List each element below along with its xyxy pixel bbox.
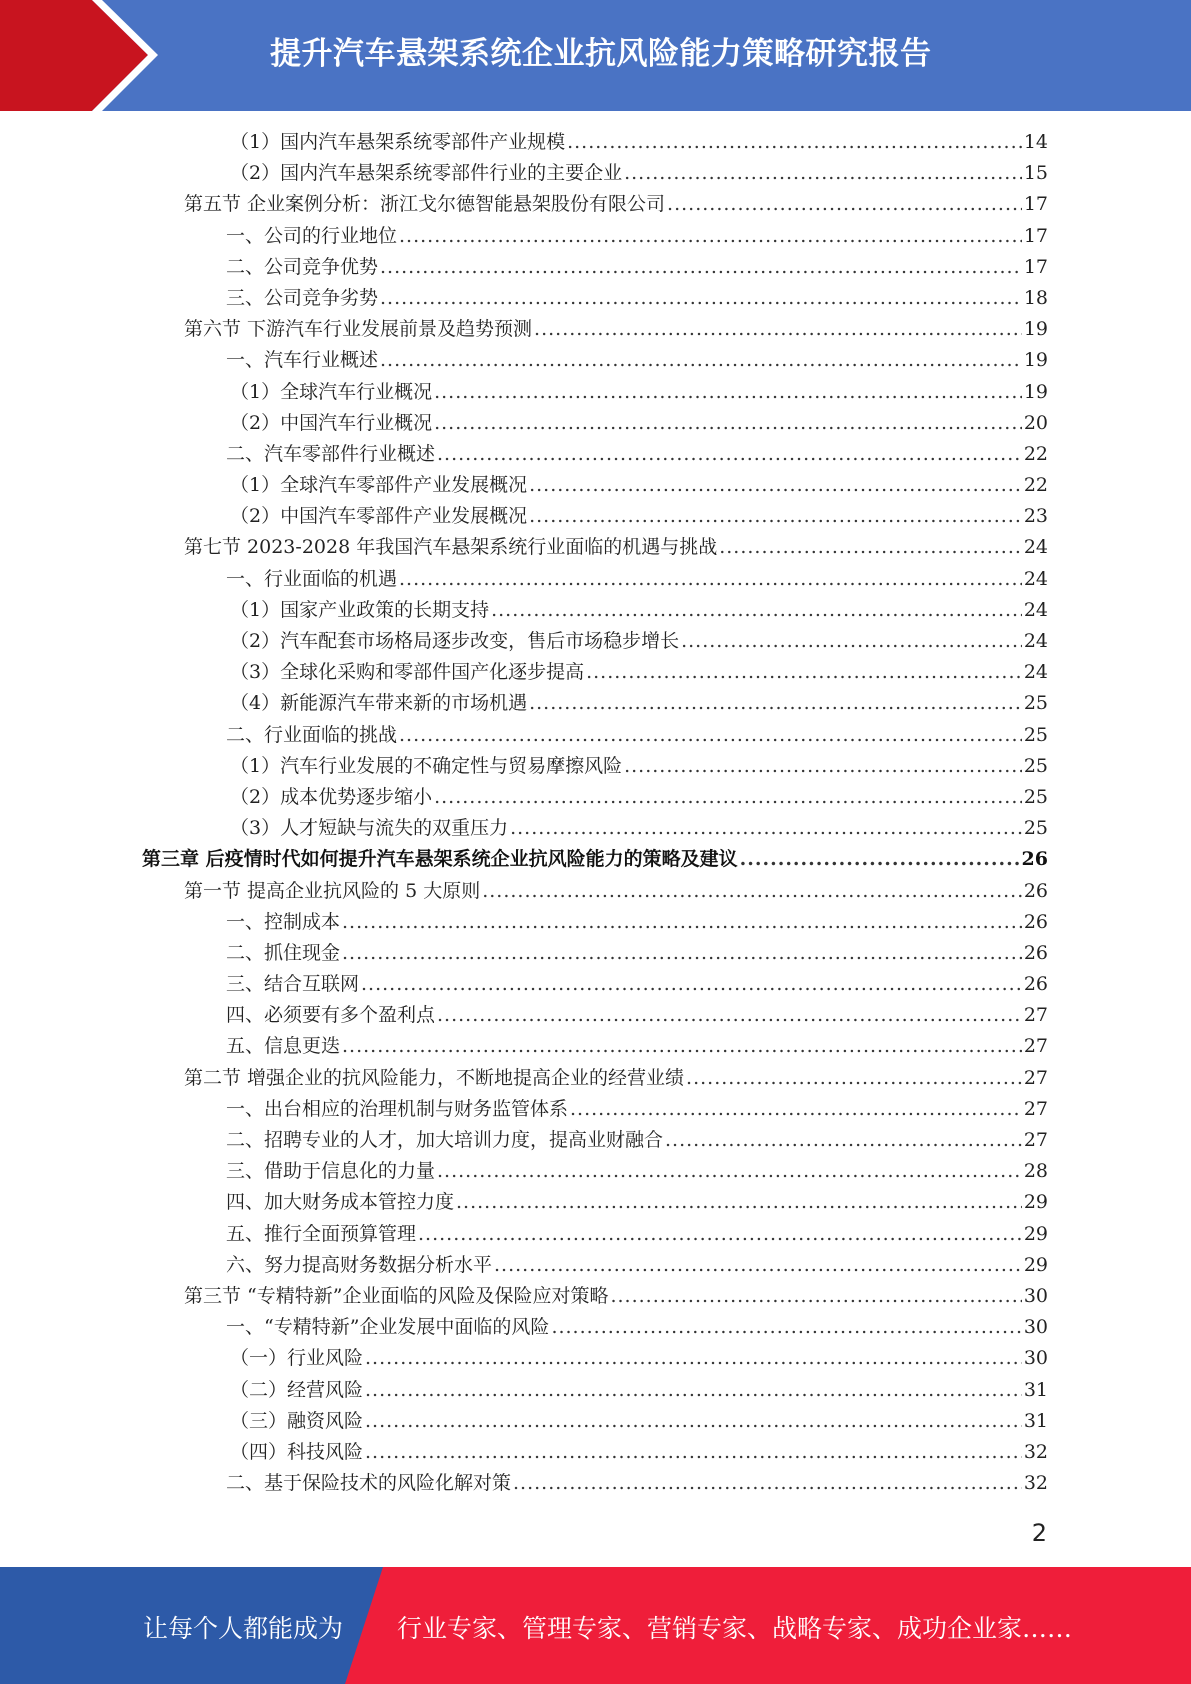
toc-leader-dots: [399, 221, 1022, 252]
toc-entry-page: 29: [1023, 1222, 1048, 1245]
toc-entry-content: [184, 1063, 1048, 1094]
toc-entry-label: 一、行业面临的机遇: [226, 567, 398, 590]
toc-entry-content: [184, 189, 1048, 220]
toc-entry-page: 24: [1023, 567, 1048, 590]
toc-leader-dots: [342, 1031, 1022, 1062]
toc-entry-page: 22: [1023, 474, 1048, 497]
toc-entry-page: 14: [1023, 131, 1048, 153]
toc-entry-page: 27: [1023, 1004, 1048, 1027]
toc-entry-label: 四、加大财务成本管控力度: [226, 1191, 455, 1214]
toc-leader-dots: [494, 1250, 1022, 1281]
toc-entry[interactable]: [0, 844, 1191, 875]
toc-entry[interactable]: [0, 283, 1191, 314]
toc-entry-page: 30: [1023, 1316, 1048, 1339]
toc-entry[interactable]: [0, 907, 1191, 938]
toc-entry[interactable]: [0, 345, 1191, 376]
toc-entry-page: 26: [1023, 941, 1048, 964]
toc-entry[interactable]: [0, 564, 1191, 595]
toc-leader-dots: [380, 283, 1022, 314]
toc-entry-label: 三、借助于信息化的力量: [226, 1160, 436, 1183]
toc-entry-label: 五、信息更迭: [226, 1035, 341, 1058]
toc-entry-page: 32: [1023, 1440, 1048, 1463]
toc-entry-label: 四、必须要有多个盈利点: [226, 1004, 436, 1027]
toc-entry[interactable]: [0, 751, 1191, 782]
toc-entry-label: 第五节 企业案例分析：浙江戈尔德智能悬架股份有限公司: [184, 193, 666, 216]
toc-entry-page: 24: [1023, 661, 1048, 684]
toc-entry[interactable]: [0, 1312, 1191, 1343]
toc-entry-content: [226, 1468, 1048, 1499]
toc-leader-dots: [667, 189, 1022, 220]
toc-entry-content: [226, 1000, 1048, 1031]
toc-leader-dots: [361, 969, 1022, 1000]
report-title: 提升汽车悬架系统企业抗风险能力策略研究报告: [270, 36, 932, 72]
toc-entry[interactable]: [0, 1219, 1191, 1250]
toc-entry[interactable]: [0, 1437, 1191, 1468]
toc-entry-label: （2）中国汽车零部件产业发展概况: [230, 505, 528, 528]
toc-entry[interactable]: [0, 1063, 1191, 1094]
toc-entry-content: [230, 1437, 1048, 1468]
toc-entry[interactable]: [0, 221, 1191, 252]
toc-entry-page: 30: [1023, 1284, 1048, 1307]
toc-entry[interactable]: [0, 595, 1191, 626]
toc-entry-label: 二、抓住现金: [226, 941, 341, 964]
toc-leader-dots: [567, 127, 1022, 158]
toc-entry-page: 31: [1023, 1378, 1048, 1401]
page-footer: [0, 1567, 1191, 1684]
toc-entry-label: 二、行业面临的挑战: [226, 723, 398, 746]
toc-leader-dots: [529, 501, 1022, 532]
toc-entry[interactable]: [0, 938, 1191, 969]
toc-entry-label: （四）科技风险: [230, 1440, 364, 1463]
toc-entry-page: 27: [1023, 1129, 1048, 1151]
toc-leader-dots: [529, 688, 1022, 719]
toc-entry-page: 31: [1023, 1409, 1048, 1432]
toc-entry-content: [230, 127, 1048, 158]
toc-leader-dots: [437, 1000, 1022, 1031]
toc-entry-content: [230, 158, 1048, 189]
toc-entry[interactable]: [0, 1281, 1191, 1312]
page-number: 2: [1031, 1519, 1047, 1547]
toc-leader-dots: [529, 470, 1022, 501]
toc-entry-page: 19: [1023, 318, 1048, 341]
toc-entry-label: 三、结合互联网: [226, 973, 360, 996]
toc-leader-dots: [418, 1219, 1022, 1250]
toc-leader-dots: [624, 751, 1022, 782]
toc-entry-content: [226, 1312, 1048, 1343]
toc-entry[interactable]: [0, 1406, 1191, 1437]
toc-entry-page: 17: [1023, 193, 1048, 216]
toc-entry-page: 27: [1023, 1035, 1048, 1058]
toc-entry[interactable]: [0, 1000, 1191, 1031]
toc-entry-label: （4）新能源汽车带来新的市场机遇: [230, 692, 528, 715]
toc-entry-page: 29: [1023, 1191, 1048, 1214]
toc-entry-content: [184, 876, 1048, 907]
toc-entry-page: 20: [1023, 411, 1048, 434]
toc-entry-content: [226, 1094, 1048, 1125]
toc-entry-content: [230, 813, 1048, 844]
toc-entry-content: [184, 532, 1048, 563]
toc-entry-page: 24: [1023, 598, 1048, 621]
toc-entry-label: 第七节 2023-2028 年我国汽车悬架系统行业面临的机遇与挑战: [184, 536, 718, 559]
toc-leader-dots: [551, 1312, 1021, 1343]
toc-entry[interactable]: [0, 408, 1191, 439]
toc-entry-label: （3）全球化采购和零部件国产化逐步提高: [230, 661, 585, 684]
toc-entry-label: （1）国家产业政策的长期支持: [230, 598, 490, 621]
toc-entry-content: [230, 751, 1048, 782]
toc-entry-page: 26: [1021, 848, 1048, 871]
toc-entry-content: [226, 1031, 1048, 1062]
toc-entry-label: 一、“专精特新”企业发展中面临的风险: [226, 1316, 550, 1339]
toc-entry-label: 二、公司竞争优势: [226, 255, 379, 278]
toc-entry-page: 29: [1023, 1253, 1048, 1276]
toc-entry[interactable]: [0, 1343, 1191, 1374]
toc-entry-page: 30: [1023, 1347, 1048, 1370]
toc-leader-dots: [399, 564, 1022, 595]
toc-entry-content: [226, 1250, 1048, 1281]
toc-leader-dots: [342, 938, 1022, 969]
toc-entry-page: 28: [1023, 1160, 1048, 1183]
toc-entry[interactable]: [0, 127, 1191, 158]
toc-entry-label: （二）经营风险: [230, 1378, 364, 1401]
toc-entry[interactable]: [0, 626, 1191, 657]
toc-entry[interactable]: [0, 532, 1191, 563]
toc-entry-page: 26: [1023, 973, 1048, 996]
toc-leader-dots: [437, 439, 1022, 470]
toc-entry[interactable]: [0, 158, 1191, 189]
toc-entry[interactable]: [0, 1375, 1191, 1406]
toc-entry-content: [226, 252, 1048, 283]
toc-entry-page: 24: [1023, 536, 1048, 559]
toc-entry[interactable]: [0, 439, 1191, 470]
toc-entry-label: 二、基于保险技术的风险化解对策: [226, 1472, 512, 1495]
toc-entry-page: 25: [1023, 723, 1048, 746]
toc-leader-dots: [365, 1437, 1022, 1468]
toc-entry[interactable]: [0, 813, 1191, 844]
toc-entry-content: [226, 564, 1048, 595]
toc-entry[interactable]: [0, 1094, 1191, 1125]
toc-entry-content: [226, 1219, 1048, 1250]
toc-entry-page: 19: [1023, 380, 1048, 403]
toc-entry[interactable]: [0, 657, 1191, 688]
toc-entry-page: 25: [1023, 692, 1048, 715]
toc-entry-label: （2）中国汽车行业概况: [230, 411, 433, 434]
toc-entry[interactable]: [0, 876, 1191, 907]
toc-entry-label: 第三章 后疫情时代如何提升汽车悬架系统企业抗风险能力的策略及建议: [142, 848, 738, 871]
toc-entry-page: 22: [1023, 442, 1048, 465]
toc-leader-dots: [681, 626, 1022, 657]
toc-entry-label: （1）汽车行业发展的不确定性与贸易摩擦风险: [230, 754, 623, 777]
toc-entry-label: 第三节 “专精特新”企业面临的风险及保险应对策略: [184, 1284, 609, 1307]
toc-entry-page: 27: [1023, 1066, 1048, 1089]
toc-entry-content: [230, 657, 1048, 688]
toc-entry-page: 25: [1023, 785, 1048, 808]
toc-entry-content: [230, 688, 1048, 719]
toc-entry-label: 一、汽车行业概述: [226, 349, 379, 372]
toc-leader-dots: [380, 252, 1022, 283]
toc-entry[interactable]: [0, 1468, 1191, 1499]
footer-slogan-right: 行业专家、管理专家、营销专家、战略专家、成功企业家……: [397, 1614, 1073, 1643]
toc-entry-label: （一）行业风险: [230, 1347, 364, 1370]
toc-entry-page: 26: [1023, 879, 1048, 902]
toc-entry-content: [230, 1343, 1048, 1374]
toc-entry-page: 18: [1023, 286, 1048, 309]
toc-entry-page: 26: [1023, 910, 1048, 933]
toc-entry-page: 23: [1023, 505, 1048, 528]
toc-leader-dots: [365, 1343, 1022, 1374]
toc-entry-content: [226, 1125, 1048, 1156]
toc-leader-dots: [434, 782, 1022, 813]
toc-entry-content: [230, 501, 1048, 532]
toc-entry-content: [230, 1375, 1048, 1406]
toc-entry-page: 32: [1023, 1472, 1048, 1495]
toc-entry-content: [230, 595, 1048, 626]
toc-entry-content: [142, 844, 1048, 875]
toc-entry-content: [230, 470, 1048, 501]
toc-entry[interactable]: [0, 501, 1191, 532]
toc-entry-page: 24: [1023, 630, 1048, 652]
toc-entry-label: 一、出台相应的治理机制与财务监管体系: [226, 1097, 569, 1120]
toc-entry-content: [230, 1406, 1048, 1437]
toc-entry[interactable]: [0, 377, 1191, 408]
toc-entry-label: （2）汽车配套市场格局逐步改变，售后市场稳步增长: [230, 630, 680, 652]
toc-leader-dots: [434, 408, 1022, 439]
toc-leader-dots: [610, 1281, 1021, 1312]
toc-entry-label: （三）融资风险: [230, 1409, 364, 1432]
toc-leader-dots: [665, 1125, 1022, 1156]
page-header: [0, 0, 1191, 111]
toc-leader-dots: [491, 595, 1022, 626]
toc-entry-label: （1）国内汽车悬架系统零部件产业规模: [230, 131, 566, 153]
toc-entry-label: （1）全球汽车零部件产业发展概况: [230, 474, 528, 497]
toc-entry-content: [184, 314, 1048, 345]
toc-entry[interactable]: [0, 1125, 1191, 1156]
toc-entry-page: 27: [1023, 1097, 1048, 1120]
toc-entry-content: [226, 1187, 1048, 1218]
toc-entry-label: 第二节 增强企业的抗风险能力，不断地提高企业的经营业绩: [184, 1066, 685, 1089]
toc-entry[interactable]: [0, 314, 1191, 345]
toc-entry[interactable]: [0, 1187, 1191, 1218]
toc-entry-content: [226, 345, 1048, 376]
toc-entry-page: 17: [1023, 255, 1048, 278]
toc-entry-label: 五、推行全面预算管理: [226, 1222, 417, 1245]
toc-entry-label: 二、招聘专业的人才，加大培训力度，提高业财融合: [226, 1129, 664, 1151]
toc-entry-label: 六、努力提高财务数据分析水平: [226, 1253, 493, 1276]
toc-leader-dots: [380, 345, 1022, 376]
toc-entry-content: [230, 377, 1048, 408]
toc-entry-content: [230, 408, 1048, 439]
toc-entry[interactable]: [0, 252, 1191, 283]
toc-leader-dots: [365, 1406, 1022, 1437]
toc-entry-content: [184, 1281, 1048, 1312]
toc-entry-label: 第六节 下游汽车行业发展前景及趋势预测: [184, 318, 533, 341]
toc-leader-dots: [482, 876, 1022, 907]
toc-entry-label: 一、控制成本: [226, 910, 341, 933]
toc-leader-dots: [456, 1187, 1022, 1218]
toc-leader-dots: [586, 657, 1022, 688]
toc-leader-dots: [513, 1468, 1022, 1499]
toc-leader-dots: [510, 813, 1022, 844]
toc-entry-page: 25: [1023, 817, 1048, 840]
toc-entry-content: [226, 907, 1048, 938]
toc-entry-content: [226, 969, 1048, 1000]
toc-leader-dots: [686, 1063, 1022, 1094]
toc-entry[interactable]: [0, 189, 1191, 220]
toc-entry[interactable]: [0, 1250, 1191, 1281]
toc-entry[interactable]: [0, 782, 1191, 813]
toc-leader-dots: [719, 532, 1022, 563]
toc-entry-content: [226, 1156, 1048, 1187]
toc-entry[interactable]: [0, 720, 1191, 751]
toc-entry-content: [226, 938, 1048, 969]
toc-entry-content: [226, 283, 1048, 314]
toc-leader-dots: [434, 377, 1022, 408]
toc-entry-label: 一、公司的行业地位: [226, 224, 398, 247]
toc-entry-label: 二、汽车零部件行业概述: [226, 442, 436, 465]
toc-leader-dots: [365, 1375, 1022, 1406]
toc-entry-page: 15: [1023, 162, 1048, 185]
toc-leader-dots: [437, 1156, 1022, 1187]
toc-entry-label: （3）人才短缺与流失的双重压力: [230, 817, 509, 840]
toc-entry[interactable]: [0, 969, 1191, 1000]
toc-entry-label: （2）国内汽车悬架系统零部件行业的主要企业: [230, 162, 623, 185]
toc-entry-label: 第一节 提高企业抗风险的 5 大原则: [184, 879, 481, 902]
toc-entry-page: 25: [1023, 754, 1048, 777]
toc-leader-dots: [740, 844, 1020, 875]
toc-entry[interactable]: [0, 470, 1191, 501]
toc-entry-content: [226, 221, 1048, 252]
toc-entry-label: （1）全球汽车行业概况: [230, 380, 433, 403]
toc-entry-page: 19: [1023, 349, 1048, 372]
toc-entry-content: [226, 720, 1048, 751]
toc-leader-dots: [342, 907, 1022, 938]
footer-slogan-left: 让每个人都能成为: [143, 1614, 344, 1643]
toc-leader-dots: [570, 1094, 1022, 1125]
toc-entry-content: [230, 626, 1048, 657]
table-of-contents: [0, 127, 1191, 1499]
toc-entry-content: [226, 439, 1048, 470]
toc-leader-dots: [534, 314, 1022, 345]
toc-leader-dots: [624, 158, 1022, 189]
toc-entry-content: [230, 782, 1048, 813]
toc-entry-label: （2）成本优势逐步缩小: [230, 785, 433, 808]
toc-entry[interactable]: [0, 1156, 1191, 1187]
toc-entry[interactable]: [0, 1031, 1191, 1062]
toc-entry[interactable]: [0, 688, 1191, 719]
toc-leader-dots: [399, 720, 1022, 751]
toc-entry-page: 17: [1023, 224, 1048, 247]
toc-entry-label: 三、公司竞争劣势: [226, 286, 379, 309]
